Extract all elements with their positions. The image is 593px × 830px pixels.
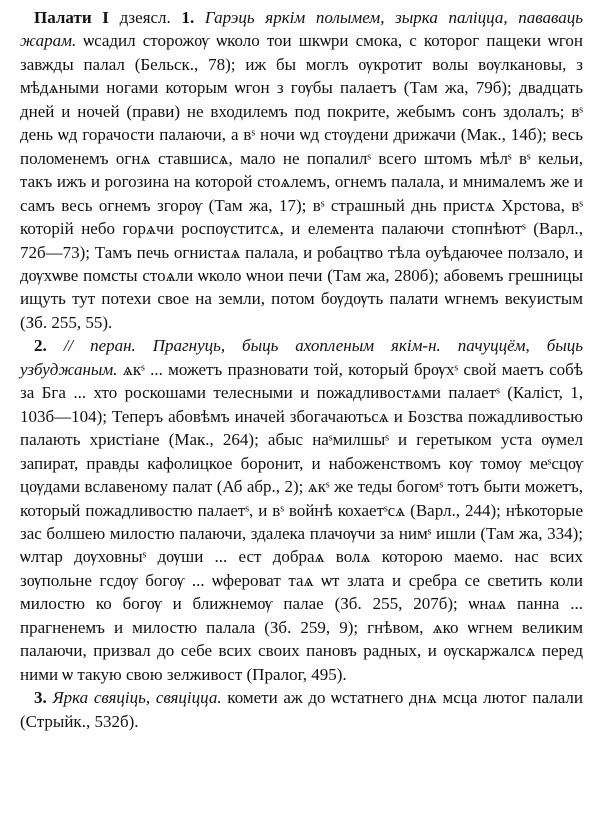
sense-number: 2. (34, 336, 47, 356)
sense-citations: ѡсадил сторожѹ ѡколо тои шкѡри смока, с которог пащеки ѡгон завжды палал (Бельск., 78); иж бы моглъ ѹкротит волы вѹлкановы, з мѣдѧными ногами которым ѡгон з гѹбы палаетъ (Там жа, 79б); двадцать дней и ночей (прави) не входилемъ под покрите, жебымъ сонъ здолалъ; вˢ день ѡд горачости палаючи, а вˢ ночи ѡд стѹдени дрижачи (Мак., 14б); весь поломенемъ огнѧ ставшисѧ, мало не попалилˢ всего штомъ мѣлˢ вˢ кельи, такъ ижъ и рогозина на которой стоѧлемъ, огнемъ палала, и мнималемъ же и самъ весь огнемъ згорѹ (Там жа, 17); вˢ страшный днь пристѧ Хрстова, вˢ которій небо горѧчи роспѹститсѧ, и елемента палаючи стопнѣютˢ (Варл., 72б—73); Тамъ печь огнистаѧ палала, и робацтво тѣла оуѣдаючее ползало, и дѹхѡве помсты стоѧли ѡколо ѡнои печи (Там жа, 280б); абовемъ грешницы ищуть тут потехи свое на земли, потом бѹдѹть палати ѡгнемъ векуистым (Зб. 255, 55). (20, 31, 584, 332)
grammar-label: дзеясл. (119, 8, 171, 27)
sense-gloss: Ярка свяціць, свяціцца. (52, 688, 222, 708)
sense-number: 3. (34, 688, 47, 708)
sense-citations: комети аж до ѡстатнего днѧ мсца лютог палали (Стрыйк., 532б). (20, 688, 583, 731)
entry-sense-2 (20, 334, 583, 686)
sense-gloss: // перан. Прагнуць, быць ахопленым якім-н. пачуццём, быць узбуджаным. (20, 336, 584, 379)
sense-number: 1. (181, 8, 195, 27)
sense-citations: ѧкˢ ... можетъ празновати той, который брѹхˢ свой маетъ собѣ за Бга ... хто роскошами телесными и пожадливостѧми палаетˢ (Каліст, 1, 103б—104); Теперъ абовѣмъ иначей збогачаютьсѧ и Бозства пожадливостью палають христiане (Мак., 264); абыс наˢмилшыˢ и геретыком уста ѹмел запират, правды кафолицкое боронит, и набоженствомъ кѹ томѹ меˢсцѹ цѹдами вславеному палат (Аб абр., 2); ѧкˢ же теды богомˢ тотъ быти можетъ, который пожадливостю палаетˢ, и вˢ войнѣ кохаетˢсѧ (Варл., 244); нѣкоторые зас болшею милостю палаючи, здалека плачѹчи за нимˢ ишли (Там жа, 334); ѡлтар дѹховныˢ дѹши ... ест добраѧ волѧ которою маемо. нас всих зѹпольне гсдѹ богѹ ... ѡфероват таѧ ѡт злата и сребра се светить коли милостю ко богѹ и ближнемѹ палае (Зб. 255, 207б); ѡнаѧ панна ... прагненемъ и милостю палала (Зб. 259, 9); гнѣвом, ѧко ѡгнем великим палаючи, призвал до себе всих своих пановъ радных, и ѹскаржалсѧ перед ними ѡ такую свою зелживост (Пралог, 495). (20, 359, 583, 684)
sense-gloss: Гарэць яркім полымем, зырка паліцца, пававаць жарам. (20, 8, 584, 51)
entry-sense-3 (20, 686, 583, 733)
headword: Палати I (34, 8, 109, 27)
entry-sense-1 (20, 6, 583, 334)
